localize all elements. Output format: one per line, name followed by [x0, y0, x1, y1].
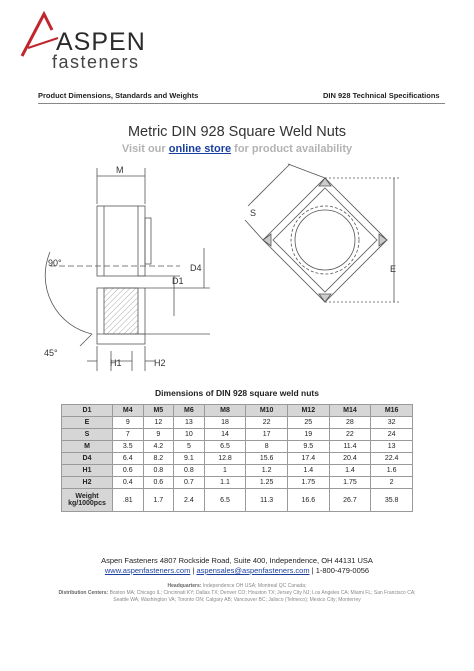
- table-cell: 2: [371, 477, 413, 489]
- table-cell: 12: [143, 417, 174, 429]
- table-cell: 16.6: [287, 489, 329, 512]
- table-cell: 17.4: [287, 453, 329, 465]
- table-cell: 22.4: [371, 453, 413, 465]
- table-row: [62, 465, 413, 477]
- label-d4: D4: [190, 263, 202, 273]
- technical-drawing: [30, 156, 450, 378]
- table-header-cell: M12: [287, 405, 329, 417]
- label-angle-45: 45°: [44, 348, 58, 358]
- logo-word: ASPEN: [56, 28, 146, 56]
- row-header-cell: H1: [62, 465, 113, 477]
- table-cell: 3.5: [113, 441, 144, 453]
- table-cell: 7: [113, 429, 144, 441]
- phone-number: 1-800-479-0056: [315, 566, 370, 575]
- header-divider: [38, 103, 445, 104]
- table-cell: 0.6: [143, 477, 174, 489]
- label-d1: D1: [172, 276, 184, 286]
- table-header-cell: M5: [143, 405, 174, 417]
- table-cell: 26.7: [329, 489, 371, 512]
- table-title: Dimensions of DIN 928 square weld nuts: [155, 388, 319, 398]
- table-cell: .81: [113, 489, 144, 512]
- dc-text: Boston MA; Chicago IL; Cincinnati KY; Dallas TX; Denver CO; Houston TX; Jersey City NJ; Los Angeles CA; Miami FL; San Francisco CA; Seattle WA; Washington VA; Toronto ON; Calgary AB; Vancouver BC; Jalisco (Telmeco); Mexico City; Monterrey: [109, 590, 416, 603]
- table-cell: 1.1: [204, 477, 246, 489]
- subtitle-prefix: Visit our: [121, 143, 166, 155]
- table-cell: 22: [329, 429, 371, 441]
- table-cell: 19: [287, 429, 329, 441]
- table-cell: 13: [371, 441, 413, 453]
- table-cell: 13: [174, 417, 205, 429]
- table-cell: 5: [174, 441, 205, 453]
- logo-word-fasteners: fasteners: [52, 52, 140, 72]
- table-cell: 1.4: [329, 465, 371, 477]
- table-header-cell: M8: [204, 405, 246, 417]
- label-h1: H1: [110, 358, 122, 368]
- table-cell: 11.3: [246, 489, 288, 512]
- table-cell: 1.25: [246, 477, 288, 489]
- subtitle-suffix: for product availability: [234, 143, 353, 155]
- label-s: S: [250, 208, 257, 218]
- row-header-cell: E: [62, 417, 113, 429]
- table-cell: 17: [246, 429, 288, 441]
- weight-row-header: [62, 489, 113, 512]
- table-row: [62, 441, 413, 453]
- table-header-cell: M10: [246, 405, 288, 417]
- table-cell: 6.4: [113, 453, 144, 465]
- online-store-link[interactable]: online store: [168, 143, 232, 155]
- headquarters-line: [0, 583, 474, 589]
- table-cell: 9.5: [287, 441, 329, 453]
- table-cell: 1.7: [143, 489, 174, 512]
- distribution-centers: [50, 590, 424, 604]
- table-row: [62, 429, 413, 441]
- dimensions-table: [61, 404, 413, 512]
- table-cell: 25: [287, 417, 329, 429]
- table-cell: 8: [246, 441, 288, 453]
- aspen-fasteners-logo: [14, 8, 174, 72]
- table-header-cell: M4: [113, 405, 144, 417]
- table-header-cell: M16: [371, 405, 413, 417]
- table-cell: 1.75: [329, 477, 371, 489]
- store-link-line: [0, 143, 474, 155]
- table-cell: 9.1: [174, 453, 205, 465]
- table-header-cell: M6: [174, 405, 205, 417]
- hq-text: Independence OH USA; Montreal QC Canada;: [202, 583, 307, 589]
- contact-separator: |: [311, 566, 316, 575]
- row-header-cell: M: [62, 441, 113, 453]
- table-cell: 11.4: [329, 441, 371, 453]
- weight-row: [62, 489, 413, 512]
- table-header-cell: M14: [329, 405, 371, 417]
- table-cell: 15.6: [246, 453, 288, 465]
- website-link[interactable]: www.aspenfasteners.com: [104, 566, 191, 575]
- table-cell: 1.4: [287, 465, 329, 477]
- table-cell: 0.7: [174, 477, 205, 489]
- dc-label: Distribution Centers:: [58, 590, 109, 596]
- table-cell: 9: [113, 417, 144, 429]
- weight-unit-label: kg/1000pcs: [68, 500, 106, 507]
- table-cell: 24: [371, 429, 413, 441]
- contact-separator: |: [192, 566, 197, 575]
- top-view: [245, 164, 400, 302]
- row-header-cell: H2: [62, 477, 113, 489]
- table-cell: 4.2: [143, 441, 174, 453]
- table-cell: 6.5: [204, 489, 246, 512]
- email-link[interactable]: aspensales@aspenfasteners.com: [196, 566, 310, 575]
- table-cell: 28: [329, 417, 371, 429]
- table-cell: 0.6: [113, 465, 144, 477]
- table-cell: 1.6: [371, 465, 413, 477]
- table-row: [62, 417, 413, 429]
- table-cell: 0.8: [143, 465, 174, 477]
- table-cell: 10: [174, 429, 205, 441]
- table-cell: 18: [204, 417, 246, 429]
- table-header-cell: D1: [62, 405, 113, 417]
- table-cell: 0.8: [174, 465, 205, 477]
- table-cell: 20.4: [329, 453, 371, 465]
- table-header-row: [62, 405, 413, 417]
- label-m: M: [116, 165, 124, 175]
- table-cell: 14: [204, 429, 246, 441]
- row-header-cell: D4: [62, 453, 113, 465]
- table-cell: 6.5: [204, 441, 246, 453]
- table-row: [62, 477, 413, 489]
- label-h2: H2: [154, 358, 166, 368]
- table-cell: 12.8: [204, 453, 246, 465]
- table-cell: 0.4: [113, 477, 144, 489]
- hq-label: Headquarters:: [167, 583, 202, 589]
- table-cell: 32: [371, 417, 413, 429]
- table-cell: 1.75: [287, 477, 329, 489]
- table-cell: 22: [246, 417, 288, 429]
- side-view: [45, 168, 210, 371]
- table-cell: 1: [204, 465, 246, 477]
- label-angle-90: 90°: [48, 258, 62, 268]
- table-cell: 2.4: [174, 489, 205, 512]
- label-e: E: [390, 264, 397, 274]
- page-title: Metric DIN 928 Square Weld Nuts: [127, 124, 347, 140]
- row-header-cell: S: [62, 429, 113, 441]
- footer-address: Aspen Fasteners 4807 Rockside Road, Suite 400, Independence, OH 44131 USA: [101, 556, 373, 565]
- table-cell: 9: [143, 429, 174, 441]
- table-row: [62, 453, 413, 465]
- weight-label: Weight: [75, 493, 99, 500]
- footer-contact: [0, 566, 474, 575]
- table-cell: 35.8: [371, 489, 413, 512]
- header-left: Product Dimensions, Standards and Weights: [38, 91, 199, 100]
- table-cell: 8.2: [143, 453, 174, 465]
- table-cell: 1.2: [246, 465, 288, 477]
- header-right: DIN 928 Technical Specifications: [323, 91, 440, 100]
